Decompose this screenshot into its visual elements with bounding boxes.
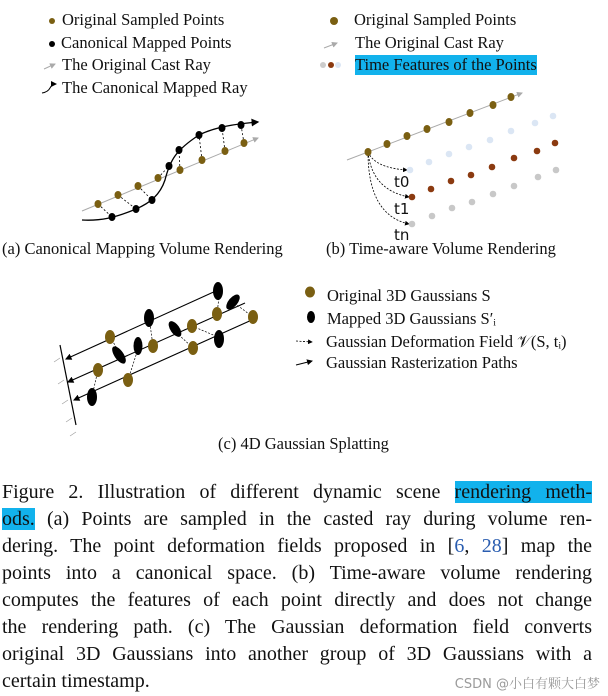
canonical-mapping-diagram [82, 121, 258, 221]
time-label-t0: t0 [394, 173, 410, 191]
citation-link[interactable]: 28 [481, 535, 502, 557]
caption-text: (a) Points are sampled in the casted ray during volume ren- [34, 508, 592, 530]
caption-line: the rendering path. (c) The Gaussian deformation field converts [2, 616, 592, 638]
legend-time-features: Time Features of the Points [355, 55, 537, 74]
caption-line: points into a canonical space. (b) Time-aware volume rendering [2, 562, 592, 584]
caption-line: certain timestamp. [2, 670, 150, 692]
citation-link[interactable]: 6 [454, 535, 465, 557]
legend-canonical-mapped-ray: The Canonical Mapped Ray [62, 78, 248, 97]
legend-rasterization-paths: Gaussian Rasterization Paths [326, 353, 518, 372]
legend-b-original-sampled-points: Original Sampled Points [354, 10, 517, 29]
caption-text: Figure 2. Illustration of different dynamic scene [2, 481, 455, 503]
legend-deformation-field: Gaussian Deformation Field 𝒱(S, tᵢ) [326, 332, 567, 351]
legend-icons-a [42, 18, 56, 93]
caption-line: original 3D Gaussians into another group of 3D Gaussians with a [2, 643, 592, 665]
caption-highlight: rendering meth- [454, 481, 592, 503]
caption-a: (a) Canonical Mapping Volume Rendering [2, 239, 283, 258]
gaussian-splatting-diagram [54, 282, 258, 436]
time-aware-diagram [347, 93, 559, 227]
legend-original-3d-gaussians: Original 3D Gaussians S [327, 286, 491, 305]
caption-text: , [464, 535, 482, 557]
legend-original-cast-ray: The Original Cast Ray [62, 55, 211, 74]
legend-canonical-mapped-points: Canonical Mapped Points [61, 33, 232, 52]
legend-mapped-3d-gaussians: Mapped 3D Gaussians S′ᵢ [327, 309, 497, 328]
time-label-tn: tn [394, 226, 410, 244]
legend-icons-b [320, 17, 341, 68]
caption-line: computes the features of each point directly and does not change [2, 589, 592, 611]
time-label-t1: t1 [394, 200, 410, 218]
caption-highlight: ods. [2, 508, 35, 530]
caption-text: ] map the [501, 535, 593, 557]
watermark: CSDN @小白有颗大白梦 [454, 677, 600, 692]
legend-icons-c [296, 287, 315, 366]
legend-original-sampled-points: Original Sampled Points [62, 10, 225, 29]
caption-text: dering. The point deformation fields proposed in [ [2, 535, 455, 557]
caption-c: (c) 4D Gaussian Splatting [218, 434, 389, 453]
legend-b-original-cast-ray: The Original Cast Ray [355, 33, 504, 52]
caption-b: (b) Time-aware Volume Rendering [326, 239, 556, 258]
